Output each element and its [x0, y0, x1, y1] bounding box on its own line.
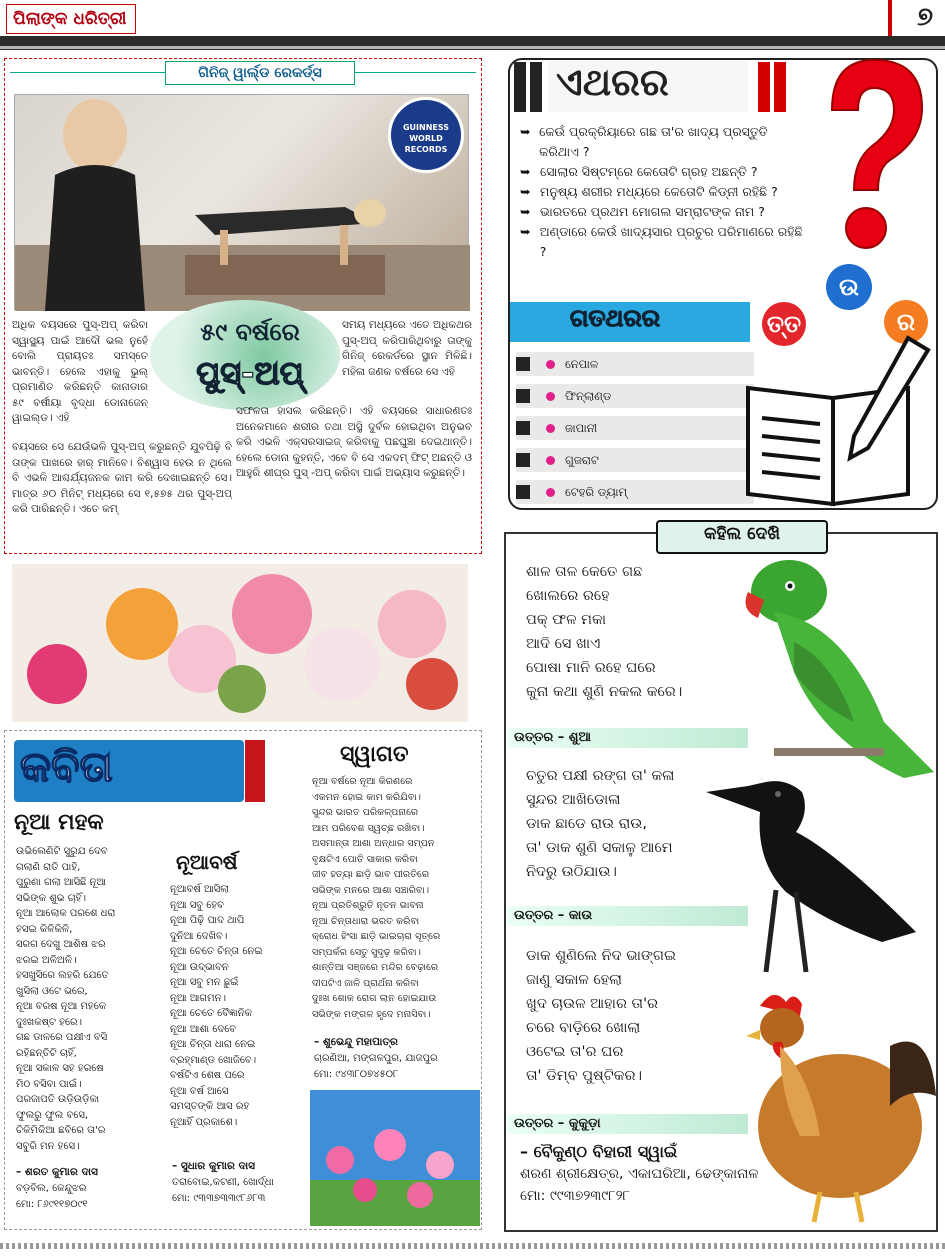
- article-column-right: ସଫଳତା ହାସଲ କରିଛନ୍ତି। ଏହି ବୟସରେ ସାଧାରଣତଃ ଅନେକମାନେ ଶରୀର ତଥା ଅସ୍ଥି ଦୁର୍ବଳ ହୋଇଥିବା ଅନୁଭବ କରି ଏଭଳି ଏକ୍ସରସାଇଜ୍ କରିବାକୁ ପଛଘୁଞ୍ଚା ଦେଇଥାନ୍ତି। ହେଲେ ଡୋନା କୁହନ୍ତି, ଏବେ ବି ସେ ଏକଦମ୍ ଫିଟ୍ ଅଛନ୍ତି ଓ ଆହୁରି ଶୀଘ୍ର ପୁସ୍ -ଅପ୍ କରିବା ପାଇଁ ଅଭ୍ୟାସ କରୁଛନ୍ତି।: [236, 405, 472, 479]
- quiz-bar-right-1: [758, 62, 770, 112]
- answer-text: ଟେହରି ଡ୍ୟାମ୍: [565, 484, 628, 499]
- quiz-question-text: ଅଣ୍ଡାରେ କେଉଁ ଖାଦ୍ୟସାର ପ୍ରଚୁର ପରିମାଣରେ ରହିଛି ?: [539, 224, 803, 259]
- quiz-question-list: [520, 122, 810, 262]
- square-bullet-icon: [516, 421, 530, 435]
- quiz-bar-right-2: [774, 62, 786, 112]
- square-bullet-icon: [516, 389, 530, 403]
- poem-3-text: ନୂଆ ବର୍ଷରେ ନୂଆ କିରଣରେ ଏକମନ ହୋଇ କାମ କରିଯିବା। ସୁନ୍ଦର ଭାରତ ପରିକଳ୍ପନାରେ ଆମ ପରିବେଶ ସ୍ୱଚ୍ଛ ରଖିବା। ଅସମାନ୍ତା ଆଶା ଅନ୍ଧାର ସମ୍ପନ ବୃକ୍ଷଟିଏ ପୋତି ସାକାର କରିବା ଜୀବ ହତ୍ୟା ଛାଡ଼ି ଭାବ ପୀରତିରେ ସଭିଙ୍କ ମନରେ ଆଶା ସଞ୍ଚାରିବା। ନୂଆ ପ୍ରତିଶ୍ରୁତି ନୂତନ ଭାବନା ନୂଆ ଚିନ୍ତାଧାରା ଭରତ କରିବା କ୍ରୋଧ ହିଂସା ଛାଡ଼ି ଭାଇଚାରା ସୂତ୍ରେ ସମ୍ପର୍କର ସେତୁ ସୁଦୃଢ଼ କରିବା। ଶାନ୍ତିଆ ସଞ୍ଜରେ ମନ୍ଦିର ବେଢ଼ାରେ ଦୀପଟିଏ ଜାଳି ପ୍ରାର୍ଥନା କରିବା ଦୁଃଖ ଶୋକ ରୋଗ ଲାନ ହୋଇଯାଉ ସଭିଙ୍କ ମଙ୍ଗଳ ହୃଦେ ମନାସିବା।: [312, 776, 441, 1020]
- crow-image: [706, 772, 938, 984]
- answer-text: ଫିନ୍‌ଲାଣ୍ଡ: [565, 388, 612, 403]
- poem-2-phone: ମୋ: ୯୩୩୭୩୩୯୮୬୮୩: [172, 1193, 266, 1204]
- poem-1-place: ବଡ଼ବିଲ, କେନ୍ଦୁଝର: [16, 1183, 87, 1194]
- riddles-place: ଶରଣ ଶ୍ରୀକ୍ଷେତ୍ର, ଏକାଘରିଆ, ଢେଙ୍କାନାଳ: [520, 1166, 759, 1182]
- newspaper-logo: ପିଲାଙ୍କ ଧରିତ୍ରୀ: [6, 4, 136, 34]
- arrow-bullet-icon: ➥: [520, 224, 531, 239]
- arrow-bullet-icon: ➥: [520, 124, 531, 139]
- riddle-1-answer: ଉତ୍ତର – ଶୁଆ: [514, 730, 592, 745]
- answer-row: [516, 480, 754, 504]
- guinness-badge: GUINNESS WORLD RECORDS: [388, 97, 464, 173]
- poems-banner-stripe: [245, 740, 265, 802]
- poem-2-title: ନୂଆବର୍ଷ: [176, 850, 238, 874]
- riddle-2-answer: ଉତ୍ତର – କାଉ: [514, 908, 593, 923]
- dot-bullet-icon: [546, 488, 555, 497]
- answer-row: [516, 416, 754, 440]
- quiz-question-text: ଭାରତରେ ପ୍ରଥମ ମୋଗଲ ସମ୍ରାଟଙ୍କ ନାମ ?: [540, 204, 765, 219]
- arrow-bullet-icon: ➥: [520, 184, 531, 199]
- header-bar-rule: [0, 46, 945, 49]
- poem-3-phone: ମୋ: ୯୪୩୮୦୭୪୫୦୮: [314, 1069, 399, 1080]
- article-column-1: ଅଧିକ ବୟସରେ ପୁସ୍-ଅପ୍ କରିବା ସ୍ୱାସ୍ଥ୍ୟ ପାଇଁ ଆଦୌ ଭଲ ନୁହେଁ ବୋଲି ପ୍ରାୟତଃ ସମସ୍ତେ ଭାବନ୍ତି। ହେଲେ ଏହାକୁ ଭୁଲ୍ ପ୍ରମାଣିତ କରିଛନ୍ତି କାନାଡାର ୫୯ ବର୍ଷୀୟା ବୃଦ୍ଧା ଡୋନାଜେନ୍ ୱାଇଲ୍ଡ। ଏହି: [12, 319, 148, 424]
- poem-3-place: ଚାରଣିଆ, ମଙ୍ଗଳପୁର, ଯାଜପୁର: [314, 1053, 438, 1064]
- flowers-photo: [12, 564, 468, 722]
- riddle-3-answer: ଉତ୍ତର – କୁକୁଡ଼ା: [514, 1116, 601, 1131]
- arrow-bullet-icon: ➥: [520, 164, 531, 179]
- poem-1-phone: ମୋ: ୮୬୯୧୧୭୦୯୧: [16, 1199, 88, 1210]
- poems-banner: କବିତା: [20, 742, 114, 791]
- answer-row: [516, 352, 754, 376]
- riddle-2-text: ଚତୁର ପକ୍ଷୀ ରଙ୍ଗ ତା' କଳା ସୁନ୍ଦର ଆଖିଡୋଳା ଡାକ ଛାଡେ ରାଉ ରାଉ, ତା' ଡାକ ଶୁଣି ସକାଳୁ ଆମେ ନିଦରୁ ଉଠିଯାଉ।: [526, 768, 675, 880]
- headline-line-1: ୫୯ ବର୍ଷରେ: [200, 318, 300, 346]
- riddles-phone: ମୋ: ୯୯୩୭୨୩୯୮୨୮: [520, 1188, 630, 1204]
- riddle-3-text: ଡାକ ଶୁଣିଲେ ନିଦ ଭାଙ୍ଗଇ ଜାଣୁ ସକାଳ ହେଲା ଖୁଦ ଚାଉଳ ଆହାର ତା'ର ଚରେ ବାଡ଼ିରେ ଖୋଲା ଓଟେଇ ତା'ର ଘର ତା' ଡିମ୍ବ ପୁଷ୍ଟିକର।: [526, 948, 677, 1084]
- quiz-question-text: ସୋଲାର ସିଷ୍ଟମ୍‌ରେ କେତୋଟି ଗ୍ରହ ଅଛନ୍ତି ?: [540, 164, 758, 179]
- guinness-section-tag: ଗିନିଜ୍ ୱାର୍ଲ୍ଡ ରେକର୍ଡ୍ସ: [165, 61, 355, 85]
- dot-bullet-icon: [546, 392, 555, 401]
- quiz-bar-left-1: [514, 62, 526, 112]
- book-pencil-icon: [738, 318, 934, 508]
- answer-letter-circle: ର: [884, 300, 928, 344]
- answer-row: [516, 384, 754, 408]
- headline-line-2: ପୁସ୍-ଅପ୍: [196, 354, 304, 392]
- poem-3-author: – ଶୁଭେନ୍ଦୁ ମହାପାତ୍ର: [314, 1036, 398, 1048]
- riddles-tag: କହିଲ ଦେଖି: [703, 524, 781, 544]
- footer-strip: [0, 1243, 945, 1249]
- parrot-image: [734, 552, 934, 778]
- dot-bullet-icon: [546, 360, 555, 369]
- riddles-author: – ବୈକୁଣ୍ଠ ବିହାରୀ ସ୍ୱାଇଁ: [520, 1142, 678, 1161]
- square-bullet-icon: [516, 485, 530, 499]
- answer-letter-circle: ଉ: [826, 264, 872, 310]
- quiz-question: [520, 202, 810, 222]
- quiz-question: [520, 162, 810, 182]
- square-bullet-icon: [516, 453, 530, 467]
- cosmos-flowers-image: [310, 1090, 480, 1226]
- hen-image: [740, 986, 936, 1226]
- dot-bullet-icon: [546, 424, 555, 433]
- article-column-left: ବୟସରେ ସେ ଯେଉଁଭଳି ପୁସ୍-ଅପ୍ କରୁଛନ୍ତି ଯୁବପିଢ଼ି ବି ତାଙ୍କ ପାଖରେ ହାର୍ ମାନିବେ। ବିଶ୍ୱାସ ହେଉ ନ ଥିଲେ ବି ଏଭଳି ଆଶ୍ଚର୍ଯ୍ୟଜନକ କାମ କରି ଦେଖାଇଛନ୍ତି ସେ। ମାତ୍ର ୬୦ ମିନିଟ୍ ମଧ୍ୟରେ ସେ ୧,୫୭୫ ଥର ପୁସ୍-ଅପ୍ କରି ପାରିଛନ୍ତି। ଏତେ କମ୍: [12, 441, 232, 515]
- quiz-question: [520, 122, 810, 162]
- quiz-question: [520, 182, 810, 202]
- quiz-question-text: ମନୁଷ୍ୟ ଶରୀର ମଧ୍ୟରେ କେତୋଟି କିଡ୍‌ନୀ ରହିଛି ?: [540, 184, 778, 199]
- riddle-1-answer-band: [508, 728, 748, 748]
- poem-1-title: ନୂଆ ମହକ: [14, 810, 104, 835]
- last-answers-title: ଗତଥରର: [570, 304, 660, 332]
- last-answers-list: [516, 352, 754, 512]
- answer-text: ଜାପାନୀ: [565, 420, 598, 435]
- poem-2-text: ନୂଆବର୍ଷ ଆସିଲା ନୂଆ ସବୁ ହେବ ନୂଆ ପିଢ଼ି ପାଦ ଥାପି ଦୁନିଆ ଦେଖିବ। ନୂଆ ଚେତେ ଚିନ୍ତା ନେଇ ନୂଆ ଉଦ୍ଭାବନ ନୂଆ ସବୁ ମନ ଛୁଇଁ ନୂଆ ଆଗମନ। ନୂଆ ଚେତେ ବୈଜ୍ଞାନିକ ନୂଆ ଆଶା ଦେବେ ନୂଆ ଚିନ୍ତା ଧାରା ନେଇ ବ୍ରହ୍ମାଣ୍ଡ ଖୋଜିବେ। ବର୍ଷଟିଏ ଶେଷ ପରେ ନୂଆ ବର୍ଷ ଆସେ ସମସ୍ତଙ୍କି ଆସ ରହ ନୂଆହିଁ ପ୍ରକାଶେ।: [170, 884, 263, 1128]
- poem-1-text: ଉଭିଲେଣିଟି ସୁରୁଯ ଦେବ ଗଲାଣି ରାତି ପାହି, ପୁରୁଣା ଗଲା ଆସିଛି ନୂଆ ସଭିଙ୍କ ଶୁଭ ଚାହିଁ। ନୂଆ ଆଲୋକ ପରଶେ ଧରା ହସଇ କିଳିକିଳି, ସରଗ ଦେଖୁ ଆଶିଷ ଝର ଝରଇ ଅଳିଅଳି। ହସଖୁସିରେ ଲହରି ଯେତେ ଖୁସିଲା ଓଟେ ଭରେ, ନୂଆ ବରଷ ନୂଆ ମହକେ ଦୁଃଖକଷ୍ଟ ହରେ। ଗଛ ଡାଳରେ ପକ୍ଷୀଏ ବସି ରହିଛନ୍ତିଟି ଚାହିଁ, ନୂଆ ସକାଳ ସହ ହରଷେ ମିଠ ବସିବା ପାଇଁ। ପରଜାପତି ଉଡ଼ିଉଡ଼ିକା ଫୁଲରୁ ଫୁଲ ବସେ, ଚିକିମିକିଆ ଛବିରେ ତା'ର ସବୁରି ମନ ହସେ।: [16, 846, 116, 1152]
- dot-bullet-icon: [546, 456, 555, 465]
- riddle-3-answer-band: [508, 1114, 748, 1134]
- riddle-1-text: ଶାଳ ତାଳ କେତେ ଗଛ ଖୋଲରେ ରହେ ପକ୍ ଫଳ ମକା ଆଦି ସେ ଖାଏ ପୋଷା ମାନି ରହେ ଘରେ କୁନା କଥା ଶୁଣି ନକଲ କରେ।: [526, 564, 683, 700]
- answer-row: [516, 448, 754, 472]
- poem-2-author: – ସୁଧାର କୁମାର ଦାସ: [172, 1160, 255, 1172]
- square-bullet-icon: [516, 357, 530, 371]
- poem-2-place: ତରାବୋଇ,କଟଣୀ, ଖୋର୍ଦ୍ଧା: [172, 1177, 274, 1188]
- arrow-bullet-icon: ➥: [520, 204, 531, 219]
- quiz-question: [520, 222, 810, 262]
- question-mark-icon: [812, 50, 934, 260]
- poem-1-author: – ଶରତ କୁମାର ଦାସ: [16, 1166, 98, 1178]
- article-column-2: ସମୟ ମଧ୍ୟରେ ଏତେ ଅଧିକଥର ପୁସ୍-ଅପ୍ କରିପାରିଥିବାରୁ ତାଙ୍କୁ ଗିନିଜ୍ ରେକର୍ଡରେ ସ୍ଥାନ ମିଳିଛି। ମହିଳା ଜଣକ ବର୍ଷରେ ସେ ଏହି: [342, 319, 472, 378]
- poem-3-title: ସ୍ୱାଗତ: [340, 742, 409, 767]
- quiz-question-text: କେଉଁ ପ୍ରକ୍ରିୟାରେ ଗଛ ତା'ର ଖାଦ୍ୟ ପ୍ରସ୍ତୁତି କରିଥାଏ ?: [539, 124, 768, 159]
- quiz-bar-left-2: [530, 62, 542, 112]
- page-number: ୭: [917, 2, 933, 32]
- answer-text: ଗୁଜରାଟ: [565, 452, 599, 467]
- answer-letter-circle: ତ୍ତ: [762, 302, 806, 346]
- answer-text: ନେପାଳ: [565, 356, 599, 371]
- quiz-title: ଏଥରର: [556, 60, 669, 104]
